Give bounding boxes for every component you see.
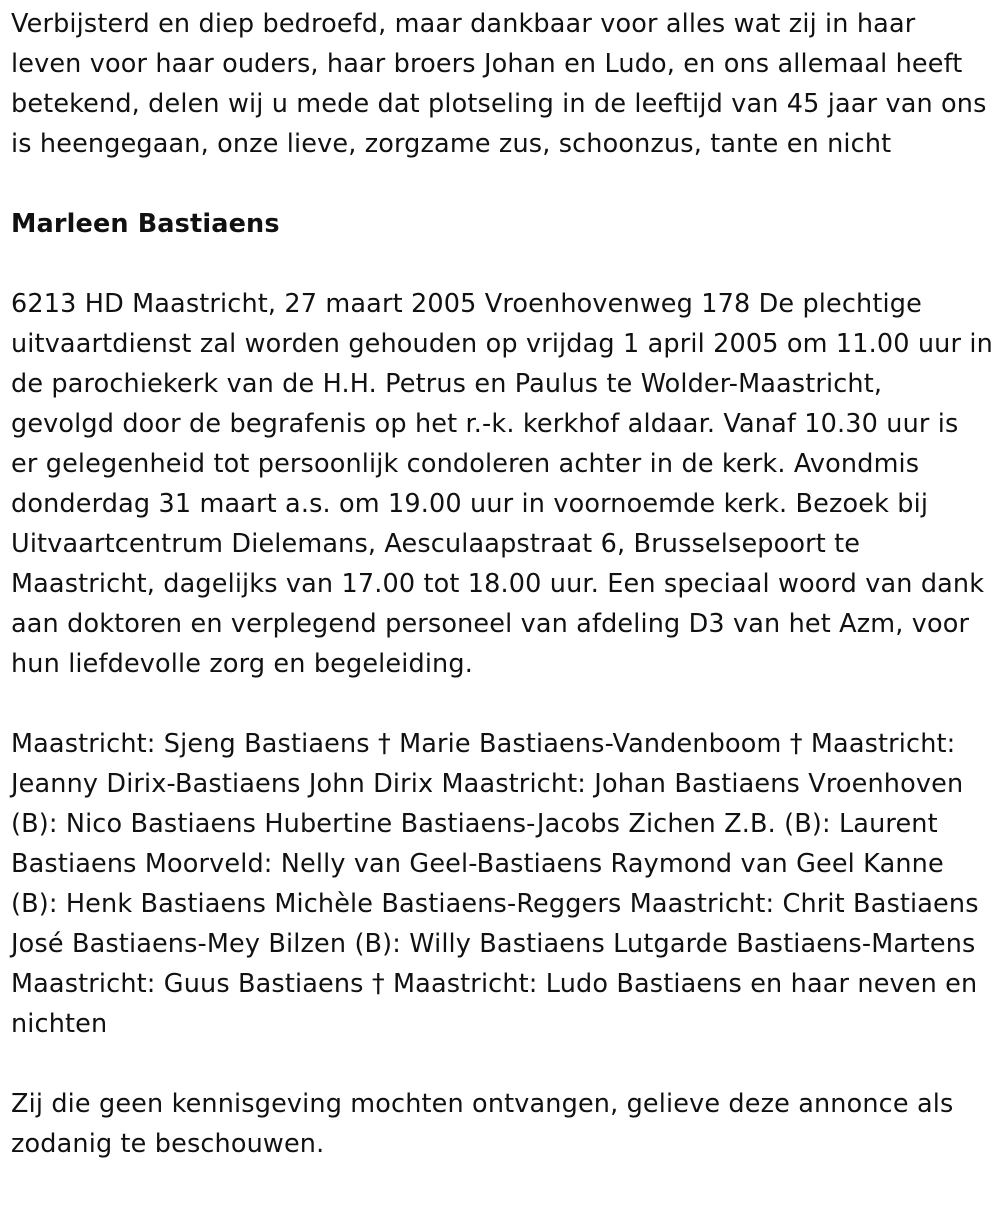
intro-paragraph: Verbijsterd en diep bedroefd, maar dankbaar voor alles wat zij in haar leven voor haar ouders, haar broers Johan en Ludo, en ons allemaal heeft betekend, delen wij u mede dat plotseling in de leeftijd van 45 jaar van ons is heengegaan, onze lieve, zorgzame zus, schoonzus, tante en nicht [11, 9, 987, 159]
service-details-paragraph: 6213 HD Maastricht, 27 maart 2005 Vroenhovenweg 178 De plechtige uitvaartdienst zal worden gehouden op vrijdag 1 april 2005 om 11.00 uur in de parochiekerk van de H.H. Petrus en Paulus te Wolder-Maastricht, gevolgd door de begrafenis op het r.-k. kerkhof aldaar. Vanaf 10.30 uur is er gelegenheid tot persoonlijk condoleren achter in de kerk. Avondmis donderdag 31 maart a.s. om 19.00 uur in voornoemde kerk. Bezoek bij Uitvaartcentrum Dielemans, Aesculaapstraat 6, Brusselsepoort te Maastricht, dagelijks van 17.00 tot 18.00 uur. Een speciaal woord van dank aan doktoren en verplegend personeel van afdeling D3 van het Azm, voor hun liefdevolle zorg en begeleiding. [11, 289, 993, 679]
obituary-notice [11, 4, 993, 1164]
closing-paragraph: Zij die geen kennisgeving mochten ontvangen, gelieve deze annonce als zodanig te beschouwen. [11, 1089, 954, 1159]
family-list-paragraph: Maastricht: Sjeng Bastiaens † Marie Bastiaens-Vandenboom † Maastricht: Jeanny Dirix-Bastiaens John Dirix Maastricht: Johan Bastiaens Vroenhoven (B): Nico Bastiaens Hubertine Bastiaens-Jacobs Zichen Z.B. (B): Laurent Bastiaens Moorveld: Nelly van Geel-Bastiaens Raymond van Geel Kanne (B): Henk Bastiaens Michèle Bastiaens-Reggers Maastricht: Chrit Bastiaens José Bastiaens-Mey Bilzen (B): Willy Bastiaens Lutgarde Bastiaens-Martens Maastricht: Guus Bastiaens † Maastricht: Ludo Bastiaens en haar neven en nichten [11, 729, 979, 1039]
deceased-name: Marleen Bastiaens [11, 209, 280, 239]
